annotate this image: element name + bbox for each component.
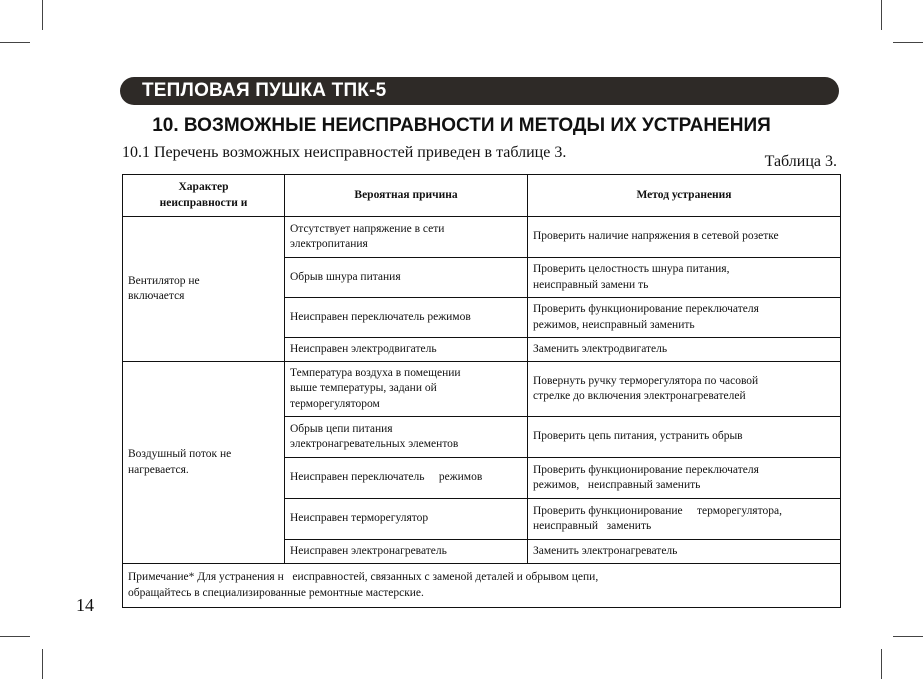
faults-table: [122, 174, 841, 608]
section-heading: 10. ВОЗМОЖНЫЕ НЕИСПРАВНОСТИ И МЕТОДЫ ИХ УСТРАНЕНИЯ: [152, 115, 771, 136]
cause-cell: Обрыв шнура питания: [285, 258, 528, 298]
remedy-cell: Проверить наличие напряжения в сетевой розетке: [528, 217, 841, 258]
crop-mark: [893, 42, 923, 43]
table-header-row: [123, 175, 841, 217]
cause-cell: Обрыв цепи питания электронагревательных элементов: [285, 417, 528, 458]
symptom-cell: Воздушный поток не нагревается.: [123, 362, 285, 564]
crop-mark: [893, 636, 923, 637]
title-banner: [120, 77, 839, 105]
note-cell: Примечание* Для устранения н еисправностей, связанных с заменой деталей и обрывом цепи, обращайтесь в специализированные ремонтные мастерские.: [123, 564, 841, 608]
table-caption: Таблица 3.: [764, 153, 837, 170]
remedy-cell: Проверить цепь питания, устранить обрыв: [528, 417, 841, 458]
remedy-cell: Повернуть ручку терморегулятора по часовой стрелке до включения электронагревателей: [528, 362, 841, 417]
cause-cell: Неисправен электродвигатель: [285, 338, 528, 362]
table-row: [123, 217, 841, 258]
cause-cell: Температура воздуха в помещении выше температуры, задани ой терморегулятором: [285, 362, 528, 417]
remedy-cell: Проверить целостность шнура питания, неисправный замени ть: [528, 258, 841, 298]
page-number: 14: [76, 595, 94, 615]
table-row: [123, 362, 841, 417]
remedy-cell: Проверить функционирование терморегулятора, неисправный заменить: [528, 499, 841, 540]
header-cause: Вероятная причина: [285, 175, 528, 217]
note-row: [123, 564, 841, 608]
crop-mark: [0, 42, 30, 43]
remedy-cell: Заменить электродвигатель: [528, 338, 841, 362]
banner-title: ТЕПЛОВАЯ ПУШКА ТПК-5: [142, 80, 387, 101]
cause-cell: Неисправен терморегулятор: [285, 499, 528, 540]
intro-text: 10.1 Перечень возможных неисправностей приведен в таблице 3.: [122, 144, 567, 161]
remedy-cell: Проверить функционирование переключателя режимов, неисправный заменить: [528, 298, 841, 338]
crop-mark: [42, 649, 43, 679]
crop-mark: [42, 0, 43, 30]
header-symptom: Характер неисправности и: [123, 175, 285, 217]
symptom-cell: Вентилятор не включается: [123, 217, 285, 362]
cause-cell: Отсутствует напряжение в сети электропитания: [285, 217, 528, 258]
crop-mark: [0, 636, 30, 637]
cause-cell: Неисправен электронагреватель: [285, 540, 528, 564]
remedy-cell: Проверить функционирование переключателя режимов, неисправный заменить: [528, 458, 841, 499]
remedy-cell: Заменить электронагреватель: [528, 540, 841, 564]
crop-mark: [881, 649, 882, 679]
crop-mark: [881, 0, 882, 30]
cause-cell: Неисправен переключатель режимов: [285, 458, 528, 499]
cause-cell: Неисправен переключатель режимов: [285, 298, 528, 338]
header-remedy: Метод устранения: [528, 175, 841, 217]
